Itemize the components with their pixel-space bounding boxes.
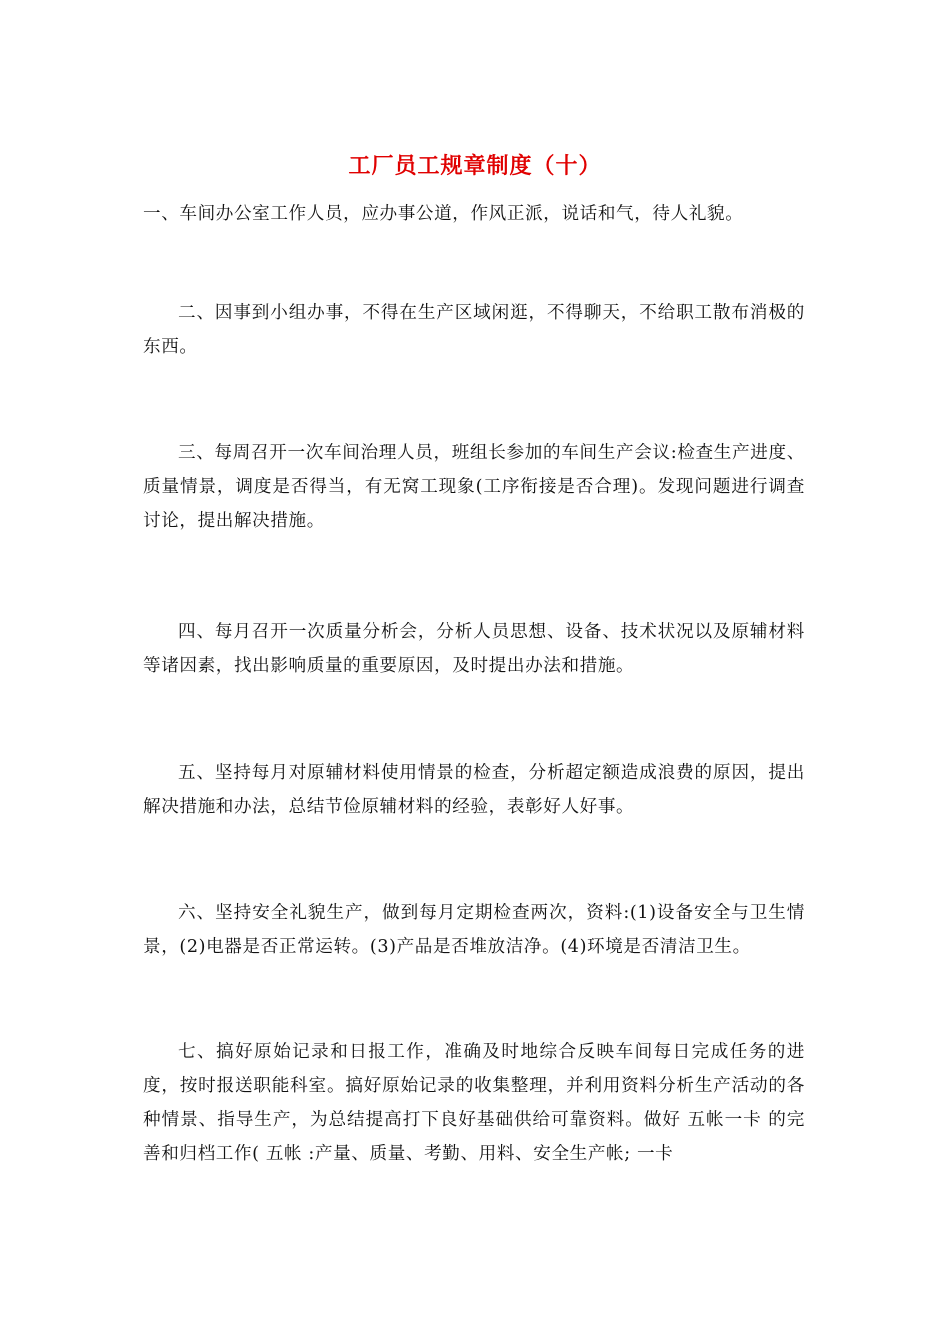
paragraph-5: 五、坚持每月对原辅材料使用情景的检查，分析超定额造成浪费的原因，提出解决措施和办法，总结节俭原辅材料的经验，表彰好人好事。 [143, 763, 805, 817]
paragraph-2: 二、因事到小组办事，不得在生产区域闲逛，不得聊天，不给职工散布消极的东西。 [143, 303, 805, 357]
paragraph-7: 七、搞好原始记录和日报工作，准确及时地综合反映车间每日完成任务的进度，按时报送职能科室。搞好原始记录的收集整理，并利用资料分析生产活动的各种情景、指导生产，为总结提高打下良好基础供给可靠资料。做好 五帐一卡 的完善和归档工作( 五帐 :产量、质量、考勤、用料、安全生产帐; 一卡 [143, 1042, 805, 1164]
paragraph-3: 三、每周召开一次车间治理人员，班组长参加的车间生产会议:检查生产进度、质量情景，调度是否得当，有无窝工现象(工序衔接是否合理)。发现问题进行调查讨论，提出解决措施。 [143, 443, 805, 531]
paragraph-4: 四、每月召开一次质量分析会，分析人员思想、设备、技术状况以及原辅材料等诸因素，找出影响质量的重要原因，及时提出办法和措施。 [143, 622, 805, 676]
document-title: 工厂员工规章制度（十） [348, 153, 602, 179]
paragraph-6: 六、坚持安全礼貌生产，做到每月定期检查两次，资料:(1)设备安全与卫生情景，(2)电器是否正常运转。(3)产品是否堆放洁净。(4)环境是否清洁卫生。 [143, 903, 805, 957]
paragraph-1: 一、车间办公室工作人员，应办事公道，作风正派，说话和气，待人礼貌。 [143, 204, 744, 224]
